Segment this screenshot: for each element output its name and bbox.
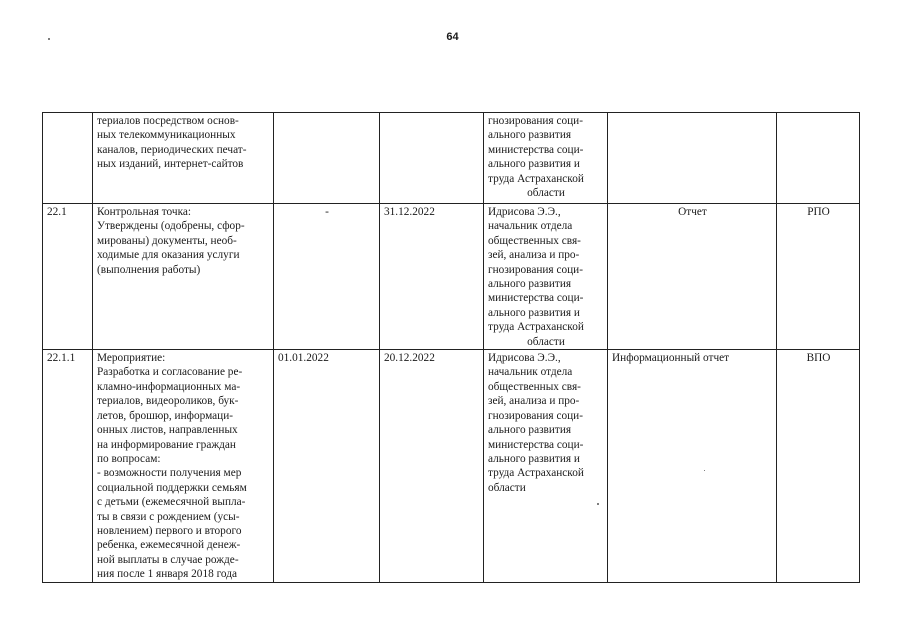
description-line: социальной поддержки семьям: [97, 481, 247, 494]
responsible-line: труда Астраханской: [488, 321, 584, 334]
description-line: ты в связи с рождением (усы-: [97, 510, 240, 523]
description-line: новлением) первого и второго: [97, 524, 242, 537]
description-line: мированы) документы, необ-: [97, 234, 237, 247]
responsible-line: ального развития: [488, 278, 572, 291]
responsible-line: начальник отдела: [488, 220, 573, 233]
row-title: Контрольная точка:: [97, 206, 192, 218]
description-line: ных телекоммуникационных: [97, 129, 236, 142]
end-date-cell: [380, 113, 484, 204]
responsible-line: общественных свя-: [488, 380, 581, 393]
start-date-cell: -: [274, 204, 380, 350]
page-number: 64: [446, 31, 459, 43]
scan-speck: [704, 470, 705, 471]
description-cell: [93, 204, 274, 350]
responsible-line: ального развития: [488, 424, 572, 437]
responsible-cell: [484, 113, 608, 204]
responsible-line: общественных свя-: [488, 234, 581, 247]
result-cell: Отчет: [608, 204, 777, 350]
description-line: ребенка, ежемесячной денеж-: [97, 539, 241, 552]
description-line: онных листов, направленных: [97, 424, 238, 437]
description-line: (выполнения работы): [97, 263, 201, 276]
responsible-line: ального развития и: [488, 306, 580, 319]
responsible-cell: [484, 350, 608, 583]
description-line: кламно-информационных ма-: [97, 380, 241, 393]
responsible-line: Идрисова Э.Э.,: [488, 352, 561, 365]
row-number: 22.1.1: [43, 350, 93, 583]
description-line: ных изданий, интернет-сайтов: [97, 158, 244, 171]
scan-speck: [597, 503, 599, 505]
responsible-line: труда Астраханской: [488, 172, 584, 185]
description-line: летов, брошюр, информаци-: [97, 409, 234, 422]
description-line: териалов, видеороликов, бук-: [97, 395, 239, 408]
scan-speck: [48, 38, 50, 40]
end-date-cell: 20.12.2022: [380, 350, 484, 583]
responsible-line: зей, анализа и про-: [488, 249, 580, 262]
description-line: териалов посредством основ-: [97, 115, 239, 127]
description-line: ния после 1 января 2018 года: [97, 568, 238, 581]
responsible-line: ального развития и: [488, 452, 580, 465]
responsible-line: гнозирования соци-: [488, 115, 583, 127]
table-row: [43, 113, 860, 204]
responsible-line: ального развития и: [488, 158, 580, 171]
description-line: ходимые для оказания услуги: [97, 249, 240, 262]
row-number: [43, 113, 93, 204]
start-date-cell: [274, 113, 380, 204]
row-title: Мероприятие:: [97, 352, 166, 365]
responsible-line: министерства соци-: [488, 292, 584, 305]
responsible-line: министерства соци-: [488, 438, 584, 451]
row-number: 22.1: [43, 204, 93, 350]
result-cell: Информационный отчет: [608, 350, 777, 583]
description-cell: [93, 350, 274, 583]
responsible-line: гнозирования соци-: [488, 409, 583, 422]
end-date-cell: 31.12.2022: [380, 204, 484, 350]
responsible-line: зей, анализа и про-: [488, 395, 580, 408]
level-cell: ВПО: [777, 350, 860, 583]
start-date-cell: 01.01.2022: [274, 350, 380, 583]
description-cell: [93, 113, 274, 204]
plan-table: [42, 112, 860, 583]
description-line: на информирование граждан: [97, 438, 236, 451]
responsible-line: труда Астраханской: [488, 467, 584, 480]
table-row: [43, 204, 860, 350]
responsible-line: начальник отдела: [488, 366, 573, 379]
responsible-line: области: [527, 187, 565, 200]
responsible-line: гнозирования соци-: [488, 263, 583, 276]
table-row: [43, 350, 860, 583]
description-line: с детьми (ежемесячной выпла-: [97, 496, 246, 509]
result-cell: [608, 113, 777, 204]
description-line: - возможности получения мер: [97, 467, 242, 480]
description-line: Разработка и согласование ре-: [97, 366, 243, 379]
responsible-line: Идрисова Э.Э.,: [488, 206, 561, 218]
responsible-line: министерства соци-: [488, 143, 584, 156]
description-line: Утверждены (одобрены, сфор-: [97, 220, 245, 233]
responsible-line: ального развития: [488, 129, 572, 142]
responsible-line: области: [488, 481, 526, 494]
description-line: по вопросам:: [97, 452, 161, 465]
description-line: каналов, периодических печат-: [97, 143, 247, 156]
description-line: ной выплаты в случае рожде-: [97, 553, 239, 566]
level-cell: [777, 113, 860, 204]
level-cell: РПО: [777, 204, 860, 350]
responsible-line: области: [527, 335, 565, 348]
responsible-cell: [484, 204, 608, 350]
